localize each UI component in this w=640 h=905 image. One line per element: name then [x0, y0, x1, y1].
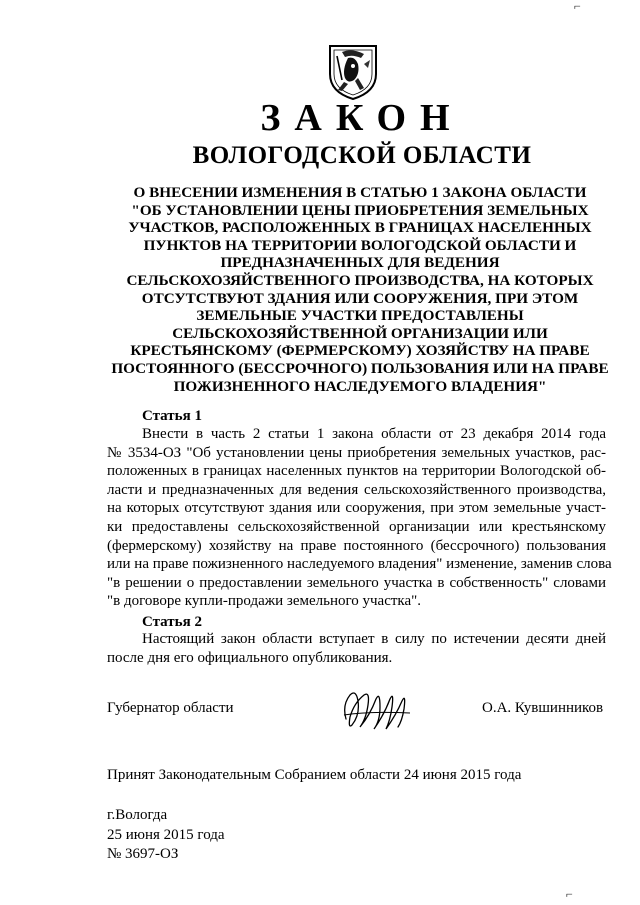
document-date: 25 июня 2015 года	[107, 826, 225, 843]
signatory-position: Губернатор области	[107, 700, 234, 716]
document-title: ЗАКОН	[260, 97, 464, 139]
article-1-line: "в договоре купли-продажи земельного участка".	[107, 593, 422, 610]
law-title-line: СЕЛЬСКОХОЗЯЙСТВЕННОГО ПРОИЗВОДСТВА, НА КОТОРЫХ	[126, 271, 594, 289]
article-2-heading: Статья 2	[142, 614, 202, 630]
law-title-line: ПОЖИЗНЕННОГО НАСЛЕДУЕМОГО ВЛАДЕНИЯ"	[173, 377, 547, 395]
law-title-line: ЗЕМЕЛЬНЫЕ УЧАСТКИ ПРЕДОСТАВЛЕНЫ	[196, 307, 524, 325]
law-title-line: ПОСТОЯННОГО (БЕССРОЧНОГО) ПОЛЬЗОВАНИЯ ИЛИ НА ПРАВЕ	[111, 359, 609, 377]
article-1-line: ласти и предназначенных для ведения сельскохозяйственного производства,	[107, 481, 606, 498]
article-1-line: положенных в границах населенных пунктов на территории Вологодской об-	[107, 463, 606, 480]
document-footer	[107, 806, 225, 865]
document-number: № 3697-ОЗ	[107, 846, 179, 862]
article-1-line: ки предоставлены сельскохозяйственной организации или крестьянскому	[107, 518, 606, 535]
article-1-line: или на праве пожизненного наследуемого владения" изменение, заменив слова	[107, 556, 612, 573]
article-1-line: Внести в часть 2 статьи 1 закона области от 23 декабря 2014 года	[142, 426, 606, 442]
signatory-name: О.А. Кувшинников	[482, 700, 604, 716]
signature-icon	[340, 685, 414, 733]
adoption-note: Принят Законодательным Собранием области 24 июня 2015 года	[107, 767, 522, 783]
article-1-heading: Статья 1	[142, 408, 202, 424]
corner-mark-top: ⌐	[574, 0, 581, 13]
law-title-line: ОТСУТСТВУЮТ ЗДАНИЯ ИЛИ СООРУЖЕНИЯ, ПРИ ЭТОМ	[141, 289, 579, 307]
article-1-line: на которых отсутствуют здания или сооружения, при этом земельные участ-	[107, 500, 606, 517]
law-title-line: УЧАСТКОВ, РАСПОЛОЖЕННЫХ В ГРАНИЦАХ НАСЕЛЕННЫХ	[128, 219, 592, 237]
law-title-line: ПРЕДНАЗНАЧЕННЫХ ДЛЯ ВЕДЕНИЯ	[220, 254, 500, 272]
law-title-line: О ВНЕСЕНИИ ИЗМЕНЕНИЯ В СТАТЬЮ 1 ЗАКОНА ОБЛАСТИ	[133, 184, 587, 201]
law-title-line: СЕЛЬСКОХОЗЯЙСТВЕННОЙ ОРГАНИЗАЦИИ ИЛИ	[172, 324, 548, 342]
article-1-line: № 3534-ОЗ "Об установлении цены приобретения земельных участков, рас-	[107, 444, 606, 461]
law-title-line: "ОБ УСТАНОВЛЕНИИ ЦЕНЫ ПРИОБРЕТЕНИЯ ЗЕМЕЛЬНЫХ	[131, 201, 589, 219]
corner-mark-bottom: ⌐	[566, 887, 573, 901]
article-2-line: Настоящий закон области вступает в силу по истечении десяти дней	[142, 631, 606, 647]
article-1-line: "в решении о предоставлении земельного участка в собственность" словами	[107, 574, 606, 591]
law-title-line: ПУНКТОВ НА ТЕРРИТОРИИ ВОЛОГОДСКОЙ ОБЛАСТИ И	[143, 236, 577, 254]
article-1-line: (фермерскому) хозяйству на праве постоянного (бессрочного) пользования	[107, 537, 606, 554]
article-1-text	[107, 425, 612, 611]
article-2-text	[107, 630, 606, 667]
law-title	[110, 184, 610, 395]
document-region: ВОЛОГОДСКОЙ ОБЛАСТИ	[192, 142, 532, 169]
law-title-line: КРЕСТЬЯНСКОМУ (ФЕРМЕРСКОМУ) ХОЗЯЙСТВУ НА ПРАВЕ	[130, 342, 590, 360]
document-place: г.Вологда	[107, 807, 168, 823]
coat-of-arms-icon	[328, 44, 378, 100]
article-2-line: после дня его официального опубликования.	[107, 649, 393, 666]
